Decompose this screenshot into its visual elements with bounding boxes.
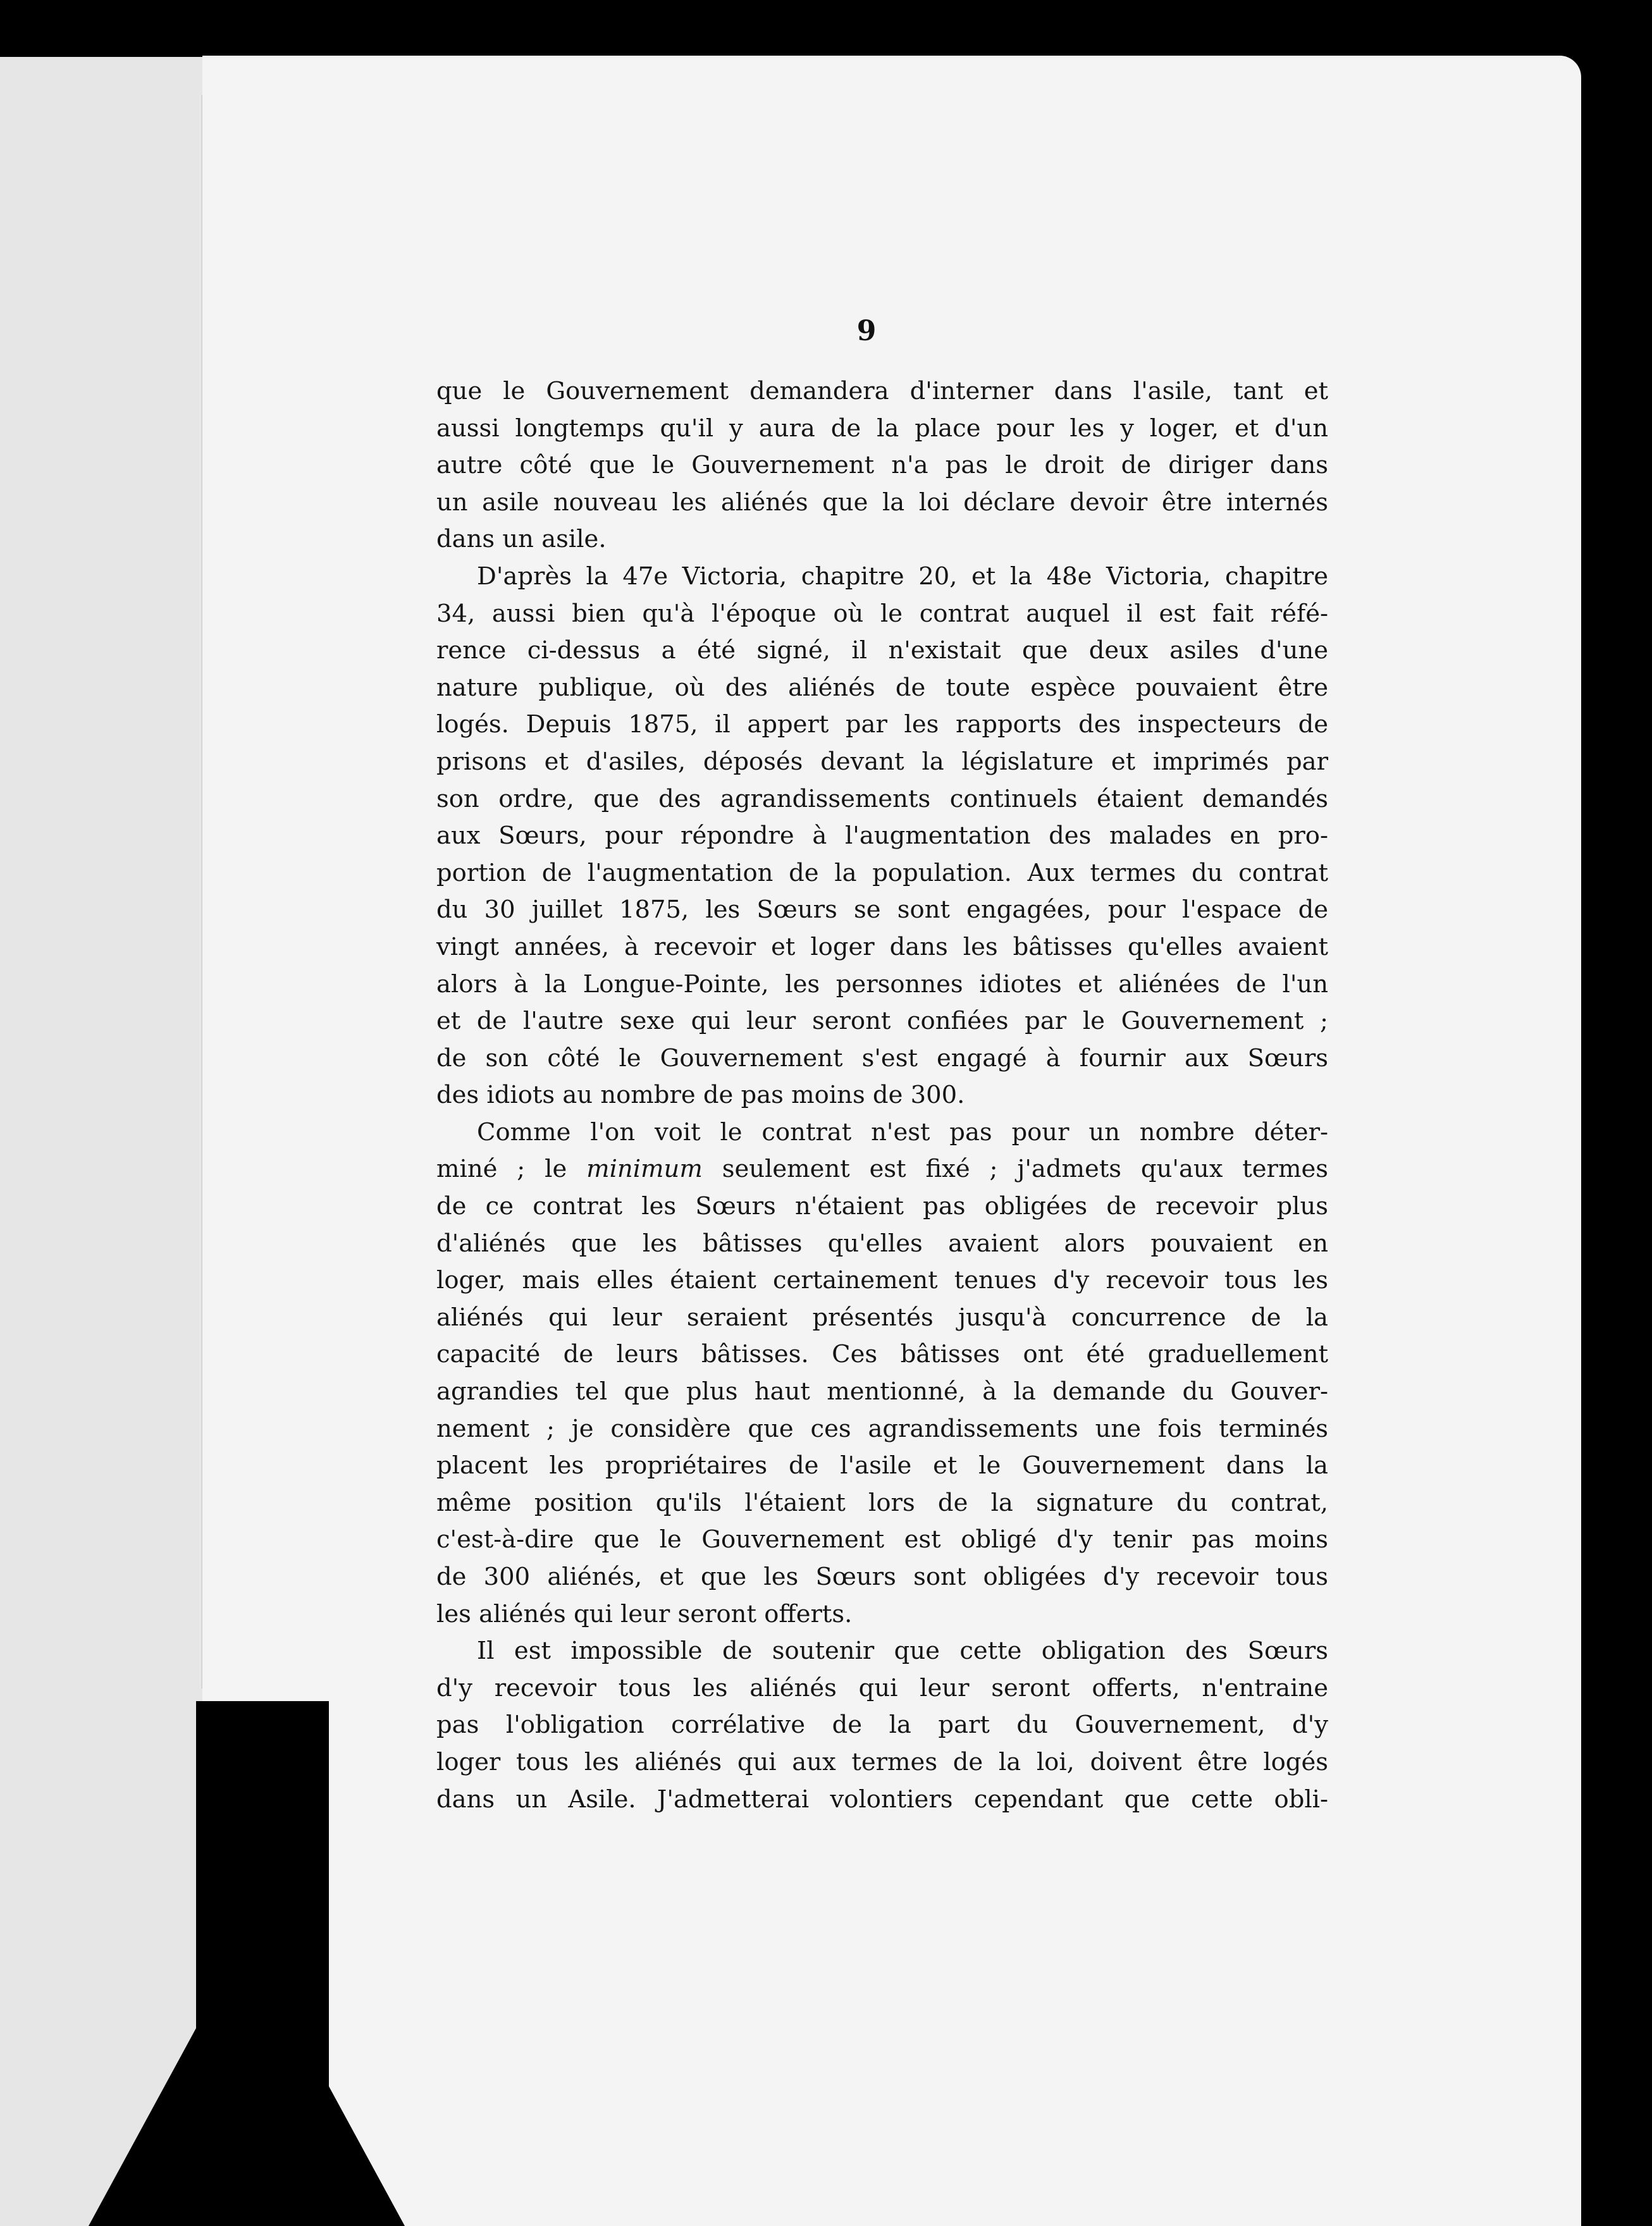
text-line: aussi longtemps qu'il y aura de la place pour les y loger, et d'un	[436, 414, 1328, 443]
text-line: autre côté que le Gouvernement n'a pas le droit de diriger dans	[436, 451, 1328, 480]
text-line: aliénés qui leur seraient présentés jusqu'à concurrence de la	[436, 1303, 1328, 1332]
text-line: Il est impossible de soutenir que cette obligation des Sœurs	[477, 1637, 1328, 1666]
text-segment: miné ; le	[436, 1155, 587, 1184]
text-line: rence ci-dessus a été signé, il n'existait que deux asiles d'une	[436, 636, 1328, 665]
text-segment: seulement est fixé ; j'admets qu'aux termes	[702, 1155, 1328, 1184]
text-line: D'après la 47e Victoria, chapitre 20, et la 48e Victoria, chapitre	[477, 562, 1328, 591]
text-line: un asile nouveau les aliénés que la loi déclare devoir être internés	[436, 488, 1328, 517]
text-line: aux Sœurs, pour répondre à l'augmentation des malades en pro-	[436, 821, 1328, 851]
text-line: de son côté le Gouvernement s'est engagé à fournir aux Sœurs	[436, 1043, 1328, 1073]
text-line: placent les propriétaires de l'asile et le Gouvernement dans la	[436, 1451, 1328, 1480]
text-line: de ce contrat les Sœurs n'étaient pas obligées de recevoir plus	[436, 1192, 1328, 1221]
text-line: les aliénés qui leur seront offerts.	[436, 1599, 853, 1628]
text-line: même position qu'ils l'étaient lors de la signature du contrat,	[436, 1488, 1328, 1517]
body-text	[436, 373, 1328, 1818]
text-line	[436, 1151, 1328, 1188]
text-line: que le Gouvernement demandera d'interner dans l'asile, tant et	[436, 377, 1328, 405]
italic-term: minimum	[586, 1155, 703, 1184]
text-line: c'est-à-dire que le Gouvernement est obligé d'y tenir pas moins	[436, 1525, 1328, 1554]
text-line: prisons et d'asiles, déposés devant la législature et imprimés par	[436, 747, 1328, 776]
text-line: loger, mais elles étaient certainement tenues d'y recevoir tous les	[436, 1266, 1328, 1295]
text-line: du 30 juillet 1875, les Sœurs se sont engagées, pour l'espace de	[436, 895, 1328, 925]
text-line: capacité de leurs bâtisses. Ces bâtisses ont été graduellement	[436, 1340, 1328, 1369]
text-line: son ordre, que des agrandissements continuels étaient demandés	[436, 784, 1328, 813]
page-number: 9	[856, 315, 877, 347]
text-line: loger tous les aliénés qui aux termes de la loi, doivent être logés	[436, 1747, 1328, 1776]
text-line: dans un Asile. J'admetterai volontiers cependant que cette obli-	[436, 1785, 1328, 1814]
text-line: nement ; je considère que ces agrandissements une fois terminés	[436, 1414, 1328, 1443]
text-line: nature publique, où des aliénés de toute espèce pouvaient être	[436, 673, 1328, 702]
text-line: et de l'autre sexe qui leur seront confiées par le Gouvernement ;	[436, 1007, 1328, 1036]
text-line: portion de l'augmentation de la population. Aux termes du contrat	[436, 858, 1328, 887]
text-line: 34, aussi bien qu'à l'époque où le contrat auquel il est fait réfé-	[436, 599, 1328, 628]
text-line: pas l'obligation corrélative de la part du Gouvernement, d'y	[436, 1711, 1328, 1740]
text-line: vingt années, à recevoir et loger dans les bâtisses qu'elles avaient	[436, 932, 1328, 961]
text-line: d'y recevoir tous les aliénés qui leur seront offerts, n'entraine	[436, 1673, 1328, 1702]
text-line: logés. Depuis 1875, il appert par les rapports des inspecteurs de	[436, 710, 1328, 739]
facing-page-margin	[0, 57, 202, 2226]
text-line: de 300 aliénés, et que les Sœurs sont obligées d'y recevoir tous	[436, 1563, 1328, 1591]
text-line: Comme l'on voit le contrat n'est pas pour un nombre déter-	[477, 1117, 1328, 1147]
text-line: dans un asile.	[436, 525, 607, 554]
text-line: des idiots au nombre de pas moins de 300.	[436, 1081, 965, 1110]
text-line: alors à la Longue-Pointe, les personnes idiotes et aliénées de l'un	[436, 969, 1328, 999]
text-line: agrandies tel que plus haut mentionné, à la demande du Gouver-	[436, 1377, 1328, 1406]
text-line: d'aliénés que les bâtisses qu'elles avaient alors pouvaient en	[436, 1229, 1328, 1258]
